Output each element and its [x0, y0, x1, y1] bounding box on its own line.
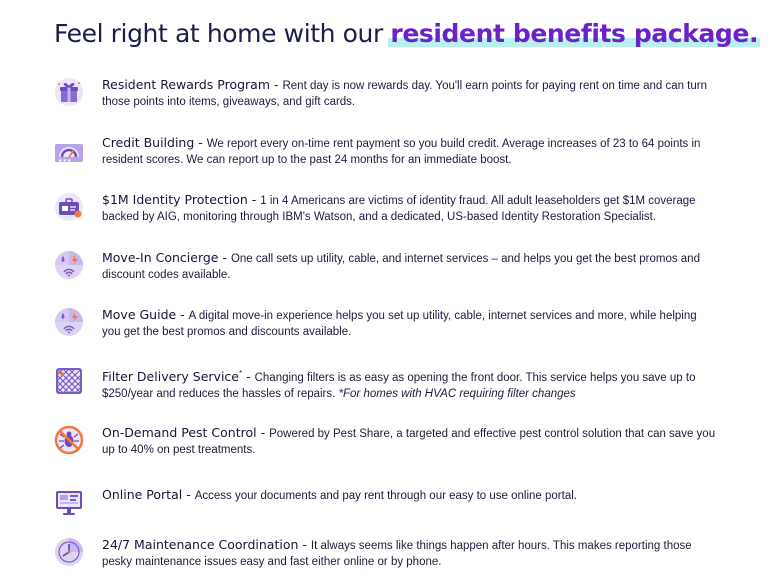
benefit-description: Rent day is now rewards day. You'll earn points for paying rent on time and can turn those points into items, giveaways, and gift cards.	[102, 80, 708, 108]
identity-card-icon	[54, 192, 84, 222]
benefit-title: Move-In Concierge	[102, 250, 219, 265]
benefit-text	[102, 487, 716, 504]
benefit-text	[102, 425, 716, 458]
no-pest-icon	[54, 425, 84, 455]
benefit-text	[102, 77, 716, 110]
benefit-description: Powered by Pest Share, a targeted and effective pest control solution that can save you up to 40% on pest treatments.	[102, 428, 716, 456]
benefit-maintenance	[54, 537, 714, 581]
benefit-separator: -	[270, 77, 283, 92]
benefit-filter-delivery	[54, 366, 714, 410]
benefit-title: Move Guide	[102, 307, 177, 322]
benefit-text	[102, 307, 716, 340]
benefit-title: Filter Delivery Service	[102, 368, 239, 384]
benefit-move-in-concierge	[54, 250, 714, 294]
benefit-text	[102, 250, 716, 283]
benefit-description: It always seems like things happen after hours. This makes reporting those pesky maintenance issues easy and fast either online or by phone.	[102, 540, 692, 568]
monitor-icon	[54, 487, 84, 517]
benefit-title: $1M Identity Protection	[102, 192, 248, 207]
benefit-title: 24/7 Maintenance Coordination	[102, 537, 299, 552]
benefit-separator: -	[194, 135, 207, 150]
headline-prefix: Feel right at home with our	[54, 19, 391, 48]
benefit-separator: -	[176, 307, 189, 322]
benefit-text	[102, 135, 716, 168]
title-asterisk: *	[239, 369, 243, 378]
utilities-icon	[54, 250, 84, 280]
headline-accent: resident benefits package.	[390, 19, 759, 48]
benefit-description: A digital move-in experience helps you set up utility, cable, internet services and more, while helping you get the best promos and discounts available.	[102, 310, 697, 338]
benefit-description: One call sets up utility, cable, and internet services – and helps you get the best promos and discount codes available.	[102, 253, 700, 281]
benefit-separator: -	[298, 537, 311, 552]
page-headline	[54, 19, 758, 48]
benefit-footnote: *For homes with HVAC requiring filter changes	[338, 387, 576, 400]
benefit-text	[102, 366, 716, 402]
benefit-title: Resident Rewards Program	[102, 77, 270, 92]
benefit-pest-control	[54, 425, 714, 469]
benefit-text	[102, 192, 716, 225]
benefit-text	[102, 537, 716, 570]
benefit-description: 1 in 4 Americans are victims of identity fraud. All adult leaseholders get $1M coverage backed by AIG, monitoring through IBM's Watson, and a dedicated, US-based Identity Restoration Specialist.	[102, 195, 696, 223]
benefit-title: Credit Building	[102, 135, 195, 150]
gift-icon	[54, 77, 84, 107]
benefit-separator: -	[242, 368, 255, 384]
utilities-icon	[54, 307, 84, 337]
clock-icon	[54, 537, 84, 567]
benefit-description: We report every on-time rent payment so you build credit. Average increases of 23 to 64 points in resident scores. We can report up to the past 24 months for an immediate boost.	[102, 138, 701, 166]
benefit-title: On-Demand Pest Control	[102, 425, 257, 440]
benefit-description: Changing filters is as easy as opening the front door. This service helps you save up to $250/year and reduces the hassles of repairs.	[102, 371, 696, 400]
air-filter-icon	[54, 366, 84, 396]
benefit-credit-building	[54, 135, 714, 179]
credit-gauge-icon	[54, 135, 84, 165]
benefit-title: Online Portal	[102, 487, 183, 502]
svg-text:★★★: ★★★	[58, 158, 72, 164]
benefit-separator: -	[218, 250, 231, 265]
benefit-separator: -	[247, 192, 261, 207]
benefit-description: Access your documents and pay rent through our easy to use online portal.	[194, 490, 577, 502]
benefit-separator: -	[182, 487, 195, 502]
benefit-resident-rewards	[54, 77, 714, 121]
benefit-separator: -	[256, 425, 270, 440]
benefit-move-guide	[54, 307, 714, 351]
benefit-online-portal	[54, 487, 714, 531]
benefit-identity-protection	[54, 192, 714, 236]
